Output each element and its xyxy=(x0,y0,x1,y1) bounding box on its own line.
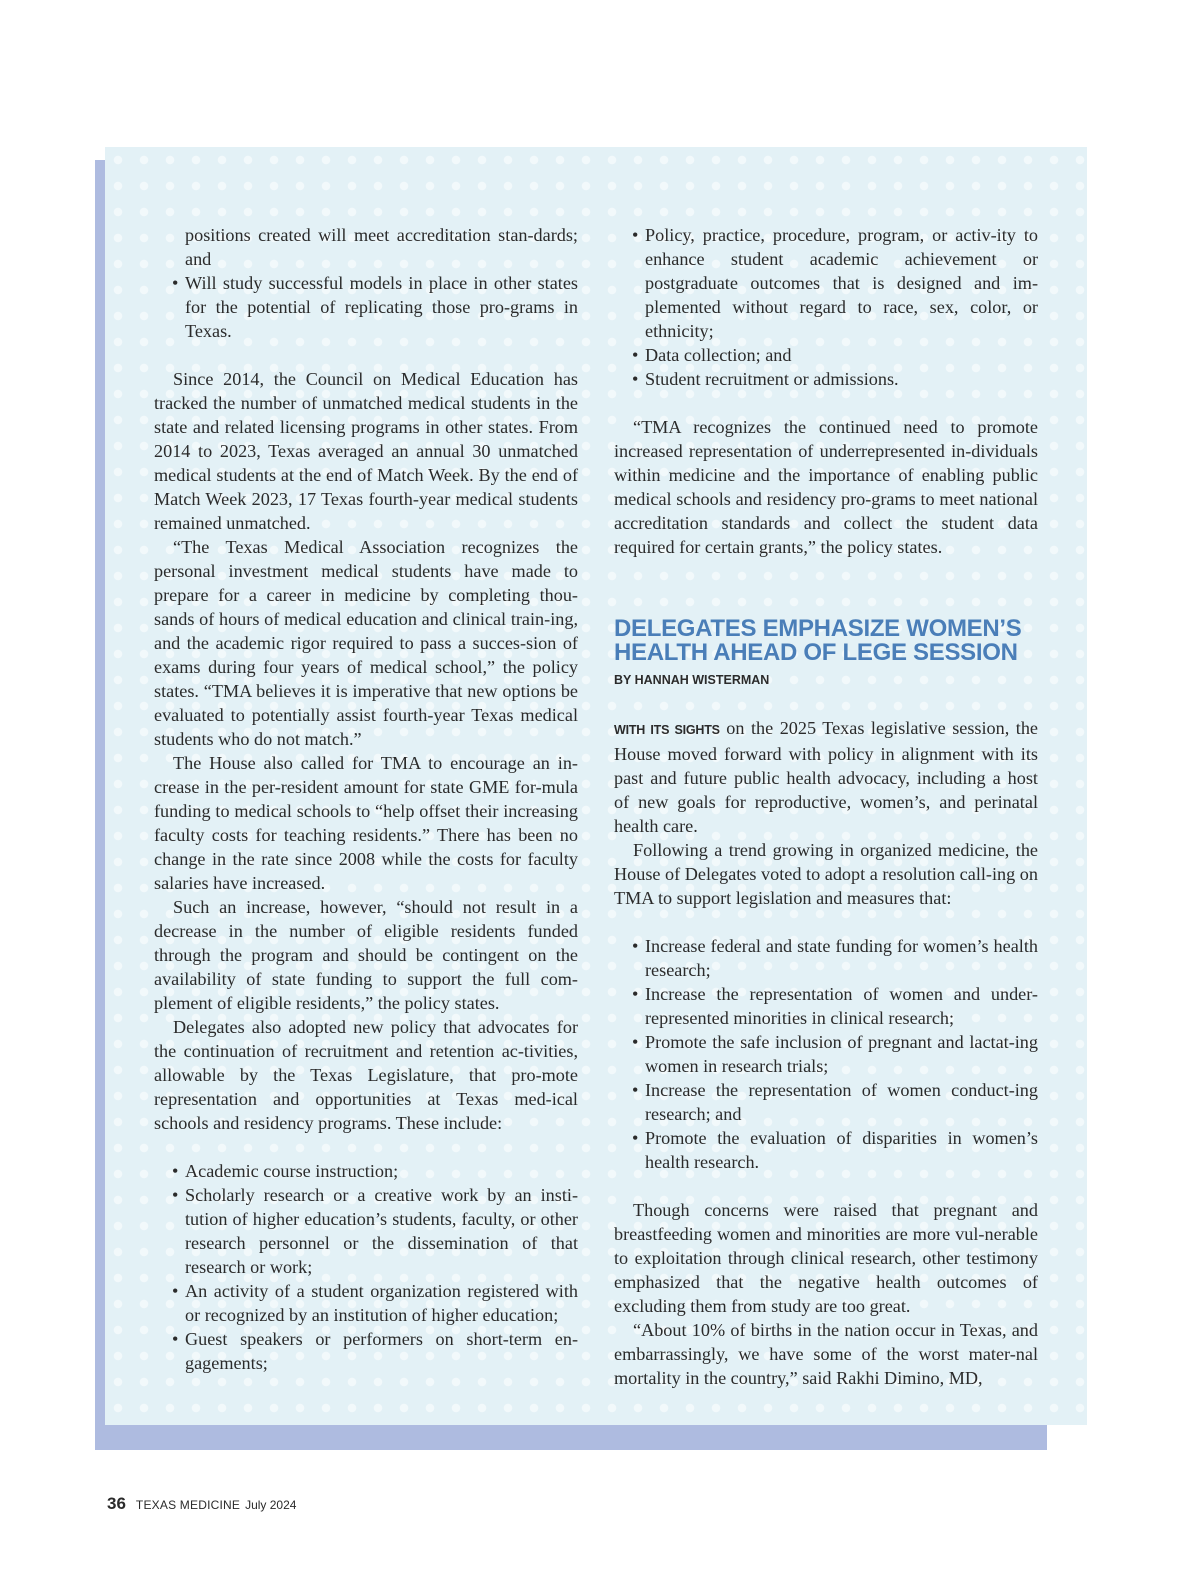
right-column xyxy=(614,223,1038,1390)
list-item-text: Scholarly research or a creative work by an insti-tution of higher education’s students, faculty, or other research personnel or the dissemination of that research or work; xyxy=(185,1185,578,1277)
lead-paragraph-text: on the 2025 Texas legislative session, the House moved forward with policy in alignment with its past and future public health advocacy, including a host of new goals for reproductive, women’s, and perinatal health care. xyxy=(614,718,1039,836)
list-item-text: Guest speakers or performers on short-term en-gagements; xyxy=(185,1329,578,1373)
bullet-icon: • xyxy=(172,1281,179,1301)
bullet-icon: • xyxy=(632,1032,639,1052)
headline-line-2: HEALTH AHEAD OF LEGE SESSION xyxy=(614,639,1018,666)
paragraph: “TMA recognizes the continued need to promote increased representation of underrepresented in-dividuals within medicine and the importance of enabling public medical schools and residency pro-grams to meet national accreditation standards and collect the student data required for certain grants,” the policy states. xyxy=(614,417,1038,557)
list-item xyxy=(632,934,1038,982)
list-item-text: Promote the evaluation of disparities in women’s health research. xyxy=(645,1128,1038,1172)
paragraph: The House also called for TMA to encourage an in-crease in the per-resident amount for state GME for-mula funding to medical schools to “help offset their increasing faculty costs for teaching residents.” There has been no change in the rate since 2008 while the costs for faculty salaries have increased. xyxy=(154,753,578,893)
list-item-text: Increase federal and state funding for women’s health research; xyxy=(645,936,1038,980)
list-item-text: Academic course instruction; xyxy=(185,1161,399,1181)
list-item-text: Will study successful models in place in other states for the potential of replicating those pro-grams in Texas. xyxy=(185,273,578,341)
headline-line-1: DELEGATES EMPHASIZE WOMEN’S xyxy=(614,615,1022,642)
list-item xyxy=(632,1030,1038,1078)
lead-in: WITH ITS SIGHTS xyxy=(614,723,720,737)
bullet-icon: • xyxy=(632,1128,639,1148)
paragraph: Such an increase, however, “should not result in a decrease in the number of eligible residents funded through the program and should be contingent on the availability of state funding to support the full com-plement of eligible residents,” the policy states. xyxy=(154,897,578,1013)
bullet-icon: • xyxy=(172,1161,179,1181)
page-footer xyxy=(107,1494,296,1514)
list-item-text: Data collection; and xyxy=(645,345,792,365)
list-item xyxy=(632,1126,1038,1174)
list-item xyxy=(632,223,1038,343)
list-item xyxy=(632,982,1038,1030)
list-item xyxy=(172,1183,578,1279)
list-item-text: An activity of a student organization registered with or recognized by an institution of higher education; xyxy=(185,1281,578,1325)
list-item xyxy=(632,343,1038,367)
list-item-text: Student recruitment or admissions. xyxy=(645,369,899,389)
left-bullet-list xyxy=(154,1159,578,1375)
list-item xyxy=(632,1078,1038,1126)
bullet-icon: • xyxy=(632,345,639,365)
list-item-text: Increase the representation of women and under-represented minorities in clinical research; xyxy=(645,984,1038,1028)
list-item xyxy=(632,367,1038,391)
bullet-icon: • xyxy=(172,273,179,293)
publication-name: TEXAS MEDICINE xyxy=(135,1498,241,1512)
bullet-icon: • xyxy=(632,984,639,1004)
paragraph: Following a trend growing in organized medicine, the House of Delegates voted to adopt a resolution call-ing on TMA to support legislation and measures that: xyxy=(614,840,1038,908)
list-item xyxy=(172,1327,578,1375)
list-item xyxy=(172,1279,578,1327)
lead-paragraph xyxy=(614,716,1038,838)
byline: BY HANNAH WISTERMAN xyxy=(614,673,770,687)
paragraph: “About 10% of births in the nation occur in Texas, and embarrassingly, we have some of the worst mater-nal mortality in the country,” said Rakhi Dimino, MD, xyxy=(614,1320,1038,1388)
left-column xyxy=(154,223,578,1375)
paragraph: Since 2014, the Council on Medical Education has tracked the number of unmatched medical students in the state and related licensing programs in other states. From 2014 to 2023, Texas averaged an annual 30 unmatched medical students at the end of Match Week. By the end of Match Week 2023, 17 Texas fourth-year medical students remained unmatched. xyxy=(154,369,578,533)
issue-date: July 2024 xyxy=(245,1498,297,1512)
right-bullet-list xyxy=(614,223,1038,391)
list-item-text: Policy, practice, procedure, program, or activ-ity to enhance student academic achievement or postgraduate outcomes that is designed and im-plemented without regard to race, sex, color, or ethnicity; xyxy=(645,225,1038,341)
list-item-text: Increase the representation of women conduct-ing research; and xyxy=(645,1080,1038,1124)
list-item-text: positions created will meet accreditation stan-dards; and xyxy=(185,225,578,269)
bullet-icon: • xyxy=(632,936,639,956)
bullet-icon: • xyxy=(172,1329,179,1349)
right-bullet-list-2 xyxy=(614,934,1038,1174)
list-item xyxy=(172,1159,578,1183)
paragraph: “The Texas Medical Association recognizes the personal investment medical students have made to prepare for a career in medicine by completing thou-sands of hours of medical education and clinical train-ing, and the academic rigor required to pass a succes-sion of exams during four years of medical school,” the policy states. “TMA believes it is imperative that new options be evaluated to potentially assist fourth-year Texas medical students who do not match.” xyxy=(154,537,578,749)
page-number: 36 xyxy=(107,1494,126,1513)
list-item xyxy=(172,271,578,343)
bullet-icon: • xyxy=(172,1185,179,1205)
paragraph: Though concerns were raised that pregnant and breastfeeding women and minorities are more vul-nerable to exploitation through clinical research, other testimony emphasized that the negative health outcomes of excluding them from study are too great. xyxy=(614,1200,1038,1316)
left-bullet-list-continued xyxy=(154,223,578,343)
paragraph: Delegates also adopted new policy that advocates for the continuation of recruitment and retention ac-tivities, allowable by the Texas Legislature, that pro-mote representation and opportunities at Texas med-ical schools and residency programs. These include: xyxy=(154,1017,578,1133)
bullet-icon: • xyxy=(632,369,639,389)
list-item xyxy=(185,223,578,271)
article-headline xyxy=(614,617,1038,665)
bullet-icon: • xyxy=(632,1080,639,1100)
list-item-text: Promote the safe inclusion of pregnant and lactat-ing women in research trials; xyxy=(645,1032,1038,1076)
bullet-icon: • xyxy=(632,225,639,245)
